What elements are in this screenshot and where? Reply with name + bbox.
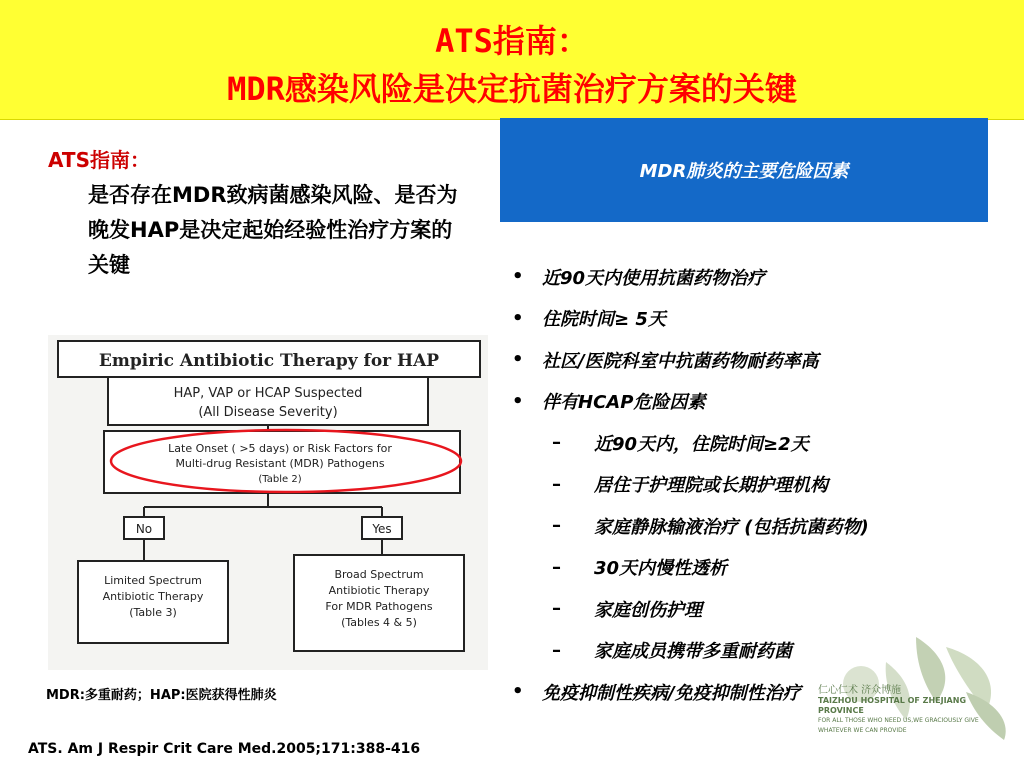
risk-item-text: 近90天内使用抗菌药物治疗 xyxy=(542,267,766,289)
risk-line3: (Table 2) xyxy=(258,474,302,485)
risk-subitem xyxy=(512,505,992,547)
limited-line2: Antibiotic Therapy xyxy=(102,590,204,603)
abbreviation-note: MDR:多重耐药；HAP:医院获得性肺炎 xyxy=(46,688,277,703)
risk-item xyxy=(512,256,992,298)
bullet-marker: • xyxy=(512,390,524,412)
ats-guideline-body: 是否存在MDR致病菌感染风险、是否为晚发HAP是决定起始经验性治疗方案的关键 xyxy=(88,183,458,277)
risk-subitem-text: 居住于护理院或长期护理机构 xyxy=(594,475,828,497)
flowchart-svg xyxy=(48,335,488,670)
dash-marker: – xyxy=(552,556,561,578)
suspected-line1: HAP, VAP or HCAP Suspected xyxy=(173,386,363,401)
risk-line2: Multi-drug Resistant (MDR) Pathogens xyxy=(175,457,385,470)
broad-line3: For MDR Pathogens xyxy=(325,600,433,613)
risk-item xyxy=(512,298,992,340)
risk-subitem xyxy=(512,547,992,589)
watermark-motto: 仁心仁术 济众博施 xyxy=(818,685,902,696)
risk-subitem-text: 家庭成员携带多重耐药菌 xyxy=(594,641,792,663)
dash-marker: – xyxy=(552,473,561,495)
risk-item-text: 伴有HCAP危险因素 xyxy=(542,392,706,414)
empiric-therapy-flowchart xyxy=(48,335,488,670)
risk-subitem xyxy=(512,464,992,506)
risk-subitem-text: 近90天内，住院时间≥2天 xyxy=(594,433,809,455)
yes-label: Yes xyxy=(372,522,392,536)
limited-line1: Limited Spectrum xyxy=(104,574,202,587)
watermark-hospital: TAIZHOU HOSPITAL OF ZHEJIANG PROVINCE xyxy=(818,696,967,715)
broad-line4: (Tables 4 & 5) xyxy=(341,616,417,629)
dash-marker: – xyxy=(552,598,561,620)
risk-item-text: 社区/医院科室中抗菌药物耐药率高 xyxy=(542,350,819,372)
risk-item-text: 免疫抑制性疾病/免疫抑制性治疗 xyxy=(542,682,801,704)
risk-subitem xyxy=(512,588,992,630)
watermark-slogan: FOR ALL THOSE WHO NEED US,WE GRACIOUSLY GIVE WHATEVER WE CAN PROVIDE xyxy=(818,717,979,734)
risk-subitem-text: 家庭创伤护理 xyxy=(594,599,702,621)
ats-guideline-heading: ATS指南： xyxy=(48,148,150,172)
dash-marker: – xyxy=(552,515,561,537)
bullet-marker: • xyxy=(512,349,524,371)
citation: ATS. Am J Respir Crit Care Med.2005;171:388-416 xyxy=(28,741,421,757)
risk-subitem xyxy=(512,422,992,464)
risk-item xyxy=(512,339,992,381)
watermark-text xyxy=(818,686,993,736)
suspected-line2: (All Disease Severity) xyxy=(198,405,338,420)
risk-subitem-text: 30天内慢性透析 xyxy=(594,558,728,580)
mdr-risk-factors-header: MDR肺炎的主要危险因素 xyxy=(500,118,988,222)
bullet-marker: • xyxy=(512,266,524,288)
risk-item xyxy=(512,381,992,423)
no-label: No xyxy=(135,522,153,536)
bullet-marker: • xyxy=(512,681,524,703)
risk-subitem-text: 家庭静脉输液治疗 (包括抗菌药物) xyxy=(594,516,869,538)
limited-line3: (Table 3) xyxy=(129,606,177,619)
title-banner xyxy=(0,0,1024,120)
bullet-marker: • xyxy=(512,307,524,329)
flowchart-title: Empiric Antibiotic Therapy for HAP xyxy=(98,351,440,371)
risk-item-text: 住院时间≥ 5天 xyxy=(542,309,666,331)
dash-marker: – xyxy=(552,432,561,454)
dash-marker: – xyxy=(552,639,561,661)
risk-line1: Late Onset ( >5 days) or Risk Factors for xyxy=(168,442,392,455)
broad-line1: Broad Spectrum xyxy=(334,568,424,581)
slide-title-line2: MDR感染风险是决定抗菌治疗方案的关键 xyxy=(227,70,797,108)
broad-line2: Antibiotic Therapy xyxy=(328,584,430,597)
slide-title-line1: ATS指南： xyxy=(435,22,589,60)
